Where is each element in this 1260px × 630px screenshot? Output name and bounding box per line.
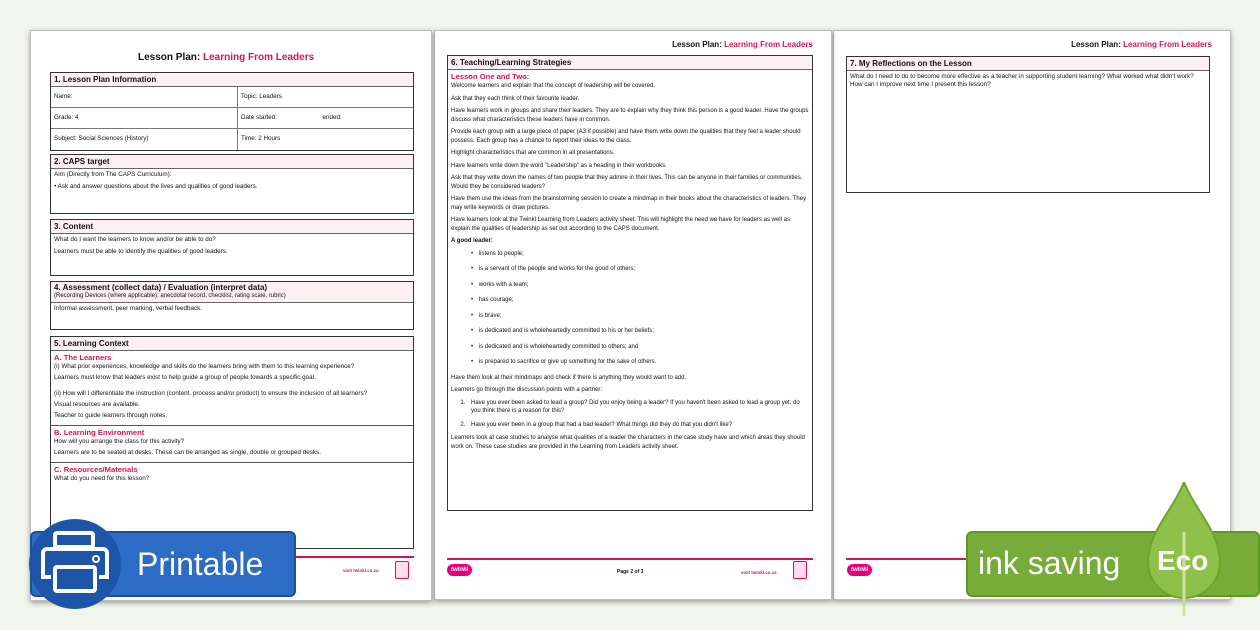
content-question: What do I want the learners to know and/or be able to do? [54, 236, 216, 243]
list-item: 1. Have you ever been asked to lead a group? Did you enjoy being a leader? If you haven't been asked to lead a group yet, do you think there is a reason for this? [467, 399, 809, 416]
title-prefix: Lesson Plan: [1071, 40, 1124, 49]
reflections-section [846, 56, 1210, 193]
the-learners [51, 351, 413, 426]
aim-bullet: • Ask and answer questions about the lives and qualities of good leaders. [54, 183, 258, 190]
paragraph: Have learners work in groups and share their leaders. They are to explain why they think this person is a good leader. Have the groups discuss what characteristics these leaders have in common. [451, 108, 809, 123]
subject-cell: Subject: Social Sciences (History) [51, 129, 238, 150]
qualities-list [451, 250, 809, 367]
paragraph: Have learners look at the Twinkl Learning from Leaders activity sheet. This will highlight the need we have for leaders as well as explain the qualities of leadership as set out according to the CAPS document. [451, 217, 790, 232]
list-item: • works with a team; [471, 281, 809, 290]
time-cell: Time: 2 Hours [241, 135, 281, 142]
section-heading: 2. CAPS target [51, 155, 413, 169]
resources-materials [51, 463, 413, 488]
question: What do you need for this lesson? [54, 475, 150, 482]
title-prefix: Lesson Plan: [138, 52, 204, 63]
content-answer: Learners must be able to identify the qualities of good leaders. [54, 248, 228, 255]
footer-url: visit twinkl.co.za [741, 570, 777, 575]
page-2 [434, 30, 832, 600]
title-accent: Learning From Leaders [1123, 40, 1212, 49]
question: How will you arrange the class for this activity? [54, 438, 185, 445]
section-heading: 3. Content [51, 220, 413, 234]
content-section [50, 219, 414, 276]
title-accent: Learning From Leaders [724, 40, 813, 49]
subheading: C. Resources/Materials [54, 465, 138, 474]
footer-line [447, 558, 813, 560]
printable-label: Printable [137, 546, 264, 582]
paragraph: Have learners write down the word "Leadership" as a heading in their workbooks. [451, 162, 667, 169]
twinkl-logo: twinkl [447, 564, 472, 576]
list-item: • is dedicated and is wholeheartedly committed to his or her beliefs; [471, 327, 809, 336]
answer: Teacher to guide learners through notes. [54, 412, 168, 419]
title-prefix: Lesson Plan: [672, 40, 725, 49]
assessment-answer: Informal assessment, peer marking, verbal feedback. [54, 305, 203, 312]
title-accent: Learning From Leaders [203, 52, 315, 63]
list-item: • is a servant of the people and works for the good of others; [471, 265, 809, 274]
paragraph: Provide each group with a large piece of paper (A3 if possible) and have them write down the qualities that they feel a leader should possess. Each group has a chance to report their ideas to the class. [451, 129, 801, 144]
eco-label: Eco [1157, 545, 1209, 576]
section-heading: 1. Lesson Plan Information [51, 73, 413, 87]
quality-seal-icon [395, 561, 409, 579]
section-heading: 6. Teaching/Learning Strategies [448, 56, 812, 70]
topic-cell: Topic: Leaders [238, 87, 413, 108]
twinkl-logo: twinkl [847, 564, 872, 576]
section-heading: 7. My Reflections on the Lesson [847, 57, 1209, 71]
section-heading [51, 282, 413, 303]
assessment-title: 4. Assessment (collect data) / Evaluation (interpret data) [54, 283, 268, 292]
list-item: • is prepared to sacrifice or give up something for the sake of others. [471, 358, 809, 367]
page-title [138, 52, 314, 63]
printer-icon [29, 519, 121, 609]
good-leader-heading: A good leader: [451, 238, 493, 244]
list-item: 2. Have you ever been in a group that had a bad leader? What things did they do that you didn't like? [467, 421, 809, 430]
paragraph: Welcome learners and explain that the concept of leadership will be covered. [451, 83, 656, 89]
reflection-question: What do I need to do to become more effective as a teacher in supporting student learning? What worked what didn't work? How can I improve next time I present this lesson? [850, 73, 1194, 88]
answer: Visual resources are available. [54, 401, 140, 408]
teaching-strategies-section [447, 55, 813, 511]
aim-text: Aim (Directly from The CAPS Curriculum): [54, 171, 172, 178]
assessment-section [50, 281, 414, 330]
subheading: Lesson One and Two: [451, 72, 530, 81]
paragraph: Have them use the ideas from the brainstorming session to create a mindmap in their books about the characteristics of leaders. They may write keywords or draw pictures. [451, 196, 807, 211]
page-title [1071, 40, 1212, 49]
caps-target-section [50, 154, 414, 214]
section-heading: 5. Learning Context [51, 337, 413, 351]
subheading: A. The Learners [54, 353, 112, 362]
lesson-info-section [50, 72, 414, 151]
learning-context-section [50, 336, 414, 549]
paragraph: Learners go through the discussion points with a partner: [451, 387, 603, 393]
answer: Learners must know that leaders exist to help guide a group of people towards a specific goal. [54, 374, 316, 381]
question: (ii) How will I differentiate the instruction (content, process and/or product) to ensure the inclusion of all learners? [54, 390, 368, 397]
assessment-subtitle: (Recording Devices (where applicable): anecdotal record, checklist, rating scale, rubric) [54, 293, 286, 299]
date-cell: Date started: ended: [238, 108, 413, 129]
page-1 [30, 30, 432, 601]
list-item: • is brave; [471, 312, 809, 321]
list-item: • is dedicated and is wholeheartedly committed to others; and [471, 343, 809, 352]
list-item: • listens to people; [471, 250, 809, 259]
ink-saving-label: ink saving [978, 545, 1121, 581]
paragraph: Ask that they each think of their favourite leader. [451, 95, 580, 102]
answer: Learners are to be seated at desks. These can be arranged as single, double or grouped desks. [54, 449, 321, 456]
paragraph: Have them look at their mindmaps and check if there is anything they would want to add. [451, 374, 687, 381]
list-item: • has courage; [471, 296, 809, 305]
name-cell: Name: [51, 87, 238, 108]
paragraph: Highlight characteristics that are common in all presentations. [451, 150, 615, 156]
discussion-list [451, 399, 809, 430]
paragraph: Learners look at case studies to analyse what qualities of a leader the characters in the case study have and which areas they should work on. These case studies are provided in the Learning from Leaders activity sheet. [451, 435, 805, 450]
grade-cell: Grade: 4 [51, 108, 238, 129]
subheading: B. Learning Environment [54, 428, 145, 437]
quality-seal-icon [793, 561, 807, 579]
learning-environment [51, 426, 413, 463]
page-number: Page 2 of 3 [617, 569, 644, 575]
page-title [672, 40, 813, 49]
question: (i) What prior experiences, knowledge and skills do the learners bring with them to this learning experience? [54, 363, 355, 370]
paragraph: Ask that they write down the names of two people that they admire in their lives. This can be anyone in their families or communities. Would they be considered leaders? [451, 175, 803, 190]
footer-url: visit twinkl.co.za [343, 568, 379, 573]
